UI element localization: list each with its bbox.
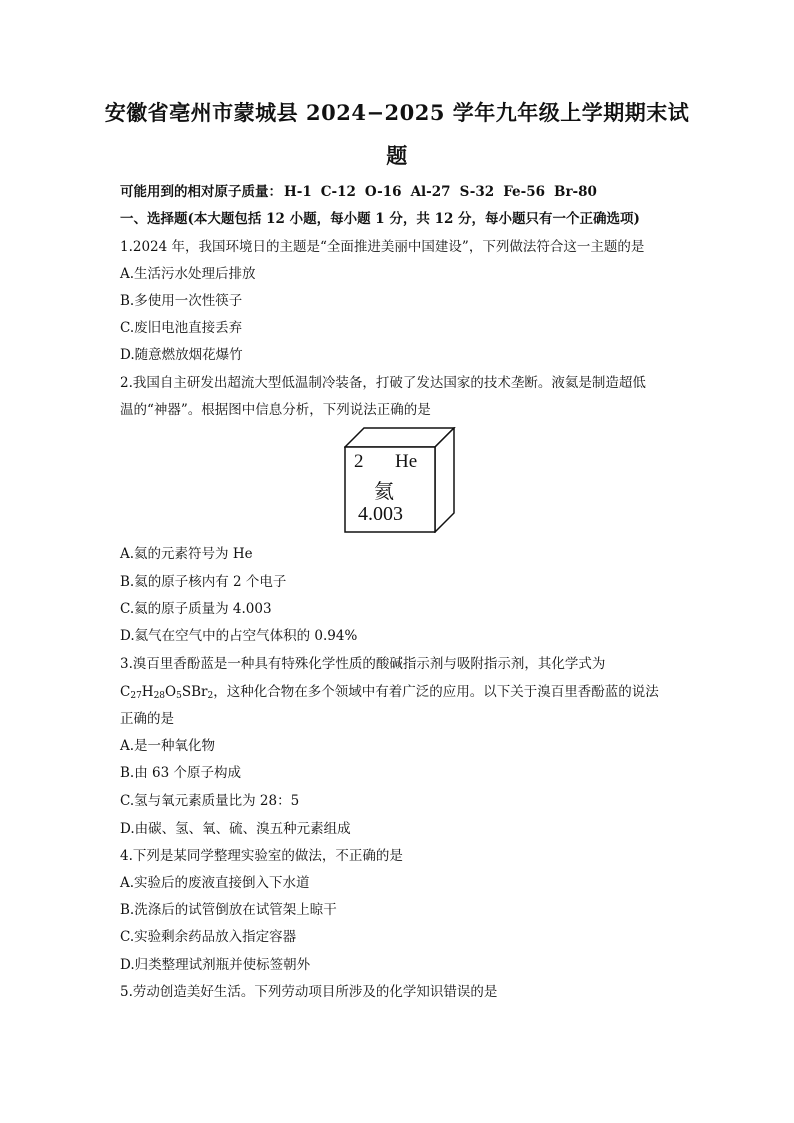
atomic-mass: 4.003 bbox=[358, 503, 403, 525]
atomic-mass-item: C-12 bbox=[320, 184, 356, 200]
helium-element-cube bbox=[344, 427, 456, 533]
page-title-line1: 安徽省亳州市蒙城县 2024−2025 学年九年级上学期期末试 bbox=[104, 100, 690, 125]
question-3-stem-line3: 正确的是 bbox=[120, 711, 174, 727]
question-5-stem: 5.劳动创造美好生活。下列劳动项目所涉及的化学知识错误的是 bbox=[120, 984, 498, 1000]
question-1-option-a: A.生活污水处理后排放 bbox=[120, 266, 256, 282]
atomic-mass-list bbox=[120, 180, 606, 200]
atomic-mass-item: Al-27 bbox=[410, 184, 451, 200]
chemical-formula: $C_{27}H_{28}O_5SBr_2$ bbox=[120, 684, 214, 701]
question-3-option-c: C.氢与氧元素质量比为 28：5 bbox=[120, 793, 300, 809]
question-2-option-c: C.氦的原子质量为 4.003 bbox=[120, 601, 272, 617]
atomic-mass-item: H-1 bbox=[284, 184, 312, 200]
page-title-line2: 题 bbox=[386, 143, 408, 168]
section-heading: 一、选择题(本大题包括 12 小题，每小题 1 分，共 12 分，每小题只有一个正确选项) bbox=[120, 211, 640, 227]
question-4-option-a: A.实验后的废液直接倒入下水道 bbox=[120, 875, 310, 891]
question-2-stem-line2: 温的“神器”。根据图中信息分析，下列说法正确的是 bbox=[120, 402, 431, 418]
question-1-stem: 1.2024 年，我国环境日的主题是“全面推进美丽中国建设”，下列做法符合这一主题的是 bbox=[120, 239, 645, 255]
element-name: 氦 bbox=[374, 479, 394, 503]
question-1-option-c: C.废旧电池直接丢弃 bbox=[120, 320, 243, 336]
question-3-option-b: B.由 63 个原子构成 bbox=[120, 765, 241, 781]
question-4-option-b: B.洗涤后的试管倒放在试管架上晾干 bbox=[120, 902, 337, 918]
question-4-stem: 4.下列是某同学整理实验室的做法，不正确的是 bbox=[120, 848, 403, 864]
question-3-stem-line2: $C_{27}H_{28}O_5SBr_2$，这种化合物在多个领域中有着广泛的应用。以下关于溴百里香酚蓝的说法 bbox=[120, 684, 659, 701]
atomic-mass-item: O-16 bbox=[364, 184, 402, 200]
question-3-option-a: A.是一种氧化物 bbox=[120, 738, 216, 754]
question-3-stem-line1: 3.溴百里香酚蓝是一种具有特殊化学性质的酸碱指示剂与吸附指示剂，其化学式为 bbox=[120, 656, 606, 672]
atomic-mass-item: Fe-56 bbox=[503, 184, 546, 200]
question-4-option-c: C.实验剩余药品放入指定容器 bbox=[120, 929, 297, 945]
atomic-mass-item: S-32 bbox=[459, 184, 495, 200]
element-symbol: He bbox=[395, 451, 418, 472]
atomic-mass-item: Br-80 bbox=[554, 184, 597, 200]
question-4-option-d: D.归类整理试剂瓶并使标签朝外 bbox=[120, 957, 311, 973]
atomic-mass-label: 可能用到的相对原子质量： bbox=[120, 184, 282, 200]
question-1-option-b: B.多使用一次性筷子 bbox=[120, 293, 243, 309]
question-2-option-a: A.氦的元素符号为 He bbox=[120, 546, 253, 562]
question-2-option-d: D.氦气在空气中的占空气体积的 0.94% bbox=[120, 628, 358, 644]
question-3-option-d: D.由碳、氢、氧、硫、溴五种元素组成 bbox=[120, 821, 351, 837]
question-2-option-b: B.氦的原子核内有 2 个电子 bbox=[120, 574, 287, 590]
question-1-option-d: D.随意燃放烟花爆竹 bbox=[120, 347, 243, 363]
atomic-number: 2 bbox=[354, 451, 364, 472]
question-2-stem-line1: 2.我国自主研发出超流大型低温制冷装备，打破了发达国家的技术垄断。液氦是制造超低 bbox=[120, 375, 646, 391]
